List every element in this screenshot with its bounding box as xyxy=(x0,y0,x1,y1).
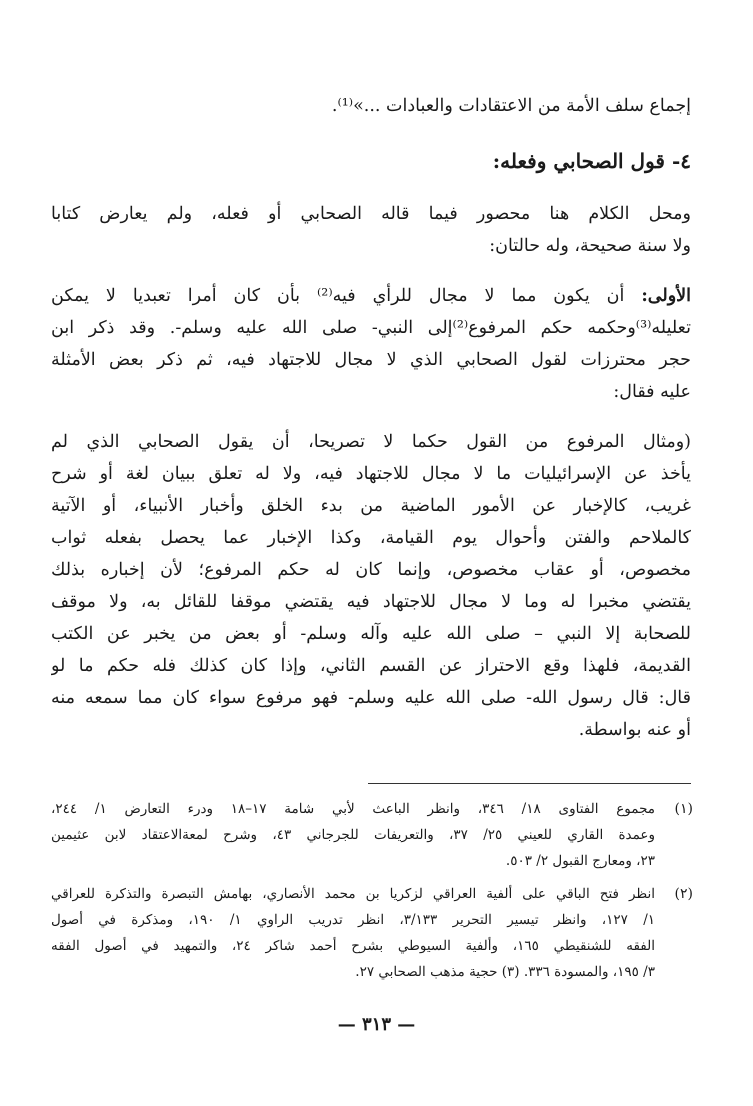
footnote-line: الفقه للشنقيطي ١٦٥، وألفية السيوطي بشرح أحمد شاكر ٢٤، والتمهيد في أصول الفقه xyxy=(51,938,655,954)
quote-line: يأخذ عن الإسرائيليات ما لا مجال للاجتهاد فيه، ولا له تعلق ببيان لغة أو شرح xyxy=(51,464,691,484)
paragraph-line: ومحل الكلام هنا محصور فيما قاله الصحابي أو فعله، ولم يعارض كتابا xyxy=(51,204,691,224)
quote-line: كالملاحم والفتن وأحوال يوم القيامة، وكذا الإخبار عما يحصل بفعله ثواب xyxy=(51,528,691,548)
quote-line: القديمة، فلهذا وقع الاحتراز عن القسم الثاني، وإذا كان كذلك فله حكم ما لو xyxy=(51,656,691,676)
case-label: الأولى: xyxy=(641,286,691,306)
footnote-line: وعمدة القاري للعيني ٢٥/ ٣٧، والتعريفات للجرجاني ٤٣، وشرح لمعةالاعتقاد لابن عثيمين xyxy=(51,827,655,843)
footnote-line: ٢٣، ومعارج القبول ٢/ ٥٠٣. xyxy=(505,853,655,869)
paragraph-text: أن يكون مما لا مجال للرأي فيه⁽²⁾ بأن كان أمرا تعبديا لا يمكن xyxy=(51,286,642,306)
quote-line: يقتضي مخبرا له وما لا مجال للاجتهاد فيه يقتضي موقفا للقائل به، ولا موقف xyxy=(51,592,691,612)
footnote-line: ٣/ ١٩٥، والمسودة ٣٣٦. (٣) حجية مذهب الصحابي ٢٧. xyxy=(355,964,655,980)
paragraph-line: ولا سنة صحيحة، وله حالتان: xyxy=(489,236,691,256)
quote-line: للصحابة إلا النبي – صلى الله عليه وآله وسلم- أو بعض من يخبر عن الكتب xyxy=(51,624,691,644)
quote-line: غريب، كالإخبار عن الأمور الماضية من بدء الخلق وأخبار الأنبياء، أو الآتية xyxy=(51,496,691,516)
footnote-separator xyxy=(368,783,691,784)
quote-line: أو عنه بواسطة. xyxy=(578,720,691,740)
paragraph-first-line xyxy=(51,282,691,312)
intro-line: إجماع سلف الأمة من الاعتقادات والعبادات ...»⁽¹⁾. xyxy=(331,96,691,116)
footnote-number: (١) xyxy=(674,801,693,817)
page-number: — ٣١٣ — xyxy=(337,1014,416,1035)
quote-line: قال: قال رسول الله- صلى الله عليه وسلم- فهو مرفوع سواء كان مما سمعه منه xyxy=(51,688,691,708)
paragraph-line: تعليله⁽³⁾وحكمه حكم المرفوع⁽²⁾إلى النبي- صلى الله عليه وسلم-. وقد ذكر ابن xyxy=(51,318,691,338)
footnote-number: (٢) xyxy=(674,886,693,902)
quote-line: مخصوص، أو عقاب مخصوص، وإنما كان له حكم المرفوع؛ لأن إخباره بذلك xyxy=(51,560,691,580)
footnote-line: مجموع الفتاوى ١٨/ ٣٤٦، وانظر الباعث لأبي شامة ١٧–١٨ ودرء التعارض ١/ ٢٤٤، xyxy=(51,801,655,817)
quote-line: (ومثال المرفوع من القول حكما لا تصريحا، أن يقول الصحابي الذي لم xyxy=(51,432,691,452)
paragraph-line: حجر محترزات لقول الصحابي الذي لا مجال للاجتهاد فيه، ثم ذكر بعض الأمثلة xyxy=(51,350,691,370)
paragraph-line: عليه فقال: xyxy=(613,382,691,402)
footnote-line: انظر فتح الباقي على ألفية العراقي لزكريا بن محمد الأنصاري، بهامش التبصرة والتذكرة للعراقي xyxy=(51,886,655,902)
footnote-line: ١/ ١٢٧، وانظر تيسير التحرير ٣/١٣٣، انظر تدريب الراوي ١/ ١٩٠، ومذكرة في أصول xyxy=(51,912,655,928)
section-heading: ٤- قول الصحابي وفعله: xyxy=(492,149,691,173)
